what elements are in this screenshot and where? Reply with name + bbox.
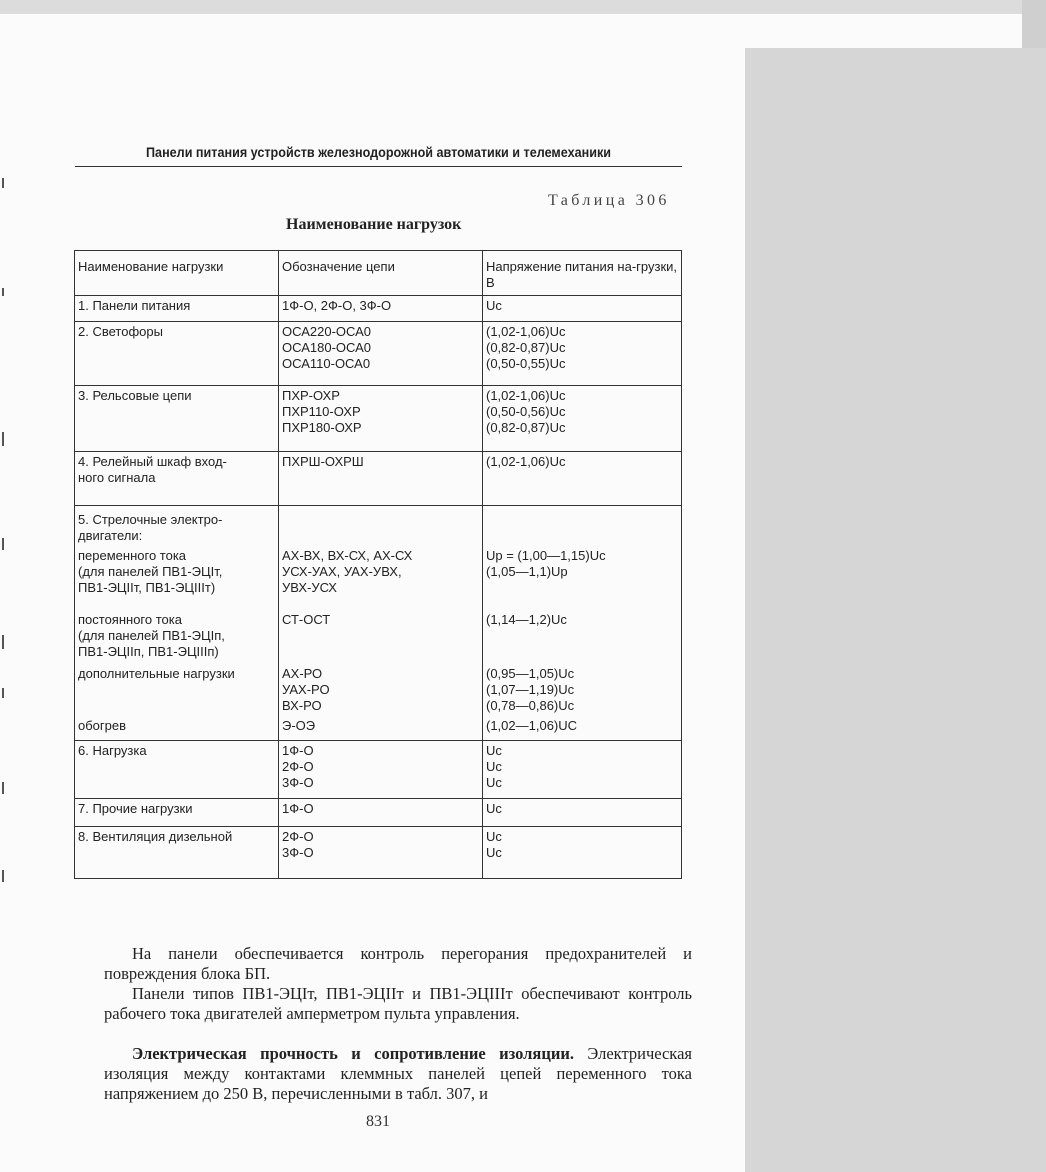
load-name-cell <box>75 386 279 452</box>
load-name-cell-line: 2. Светофоры <box>78 324 163 339</box>
table-title: Наименование нагрузок <box>286 216 462 233</box>
load-name-cell-line: обогрев <box>78 718 127 733</box>
load-name-cell-line: 1. Панели питания <box>78 298 191 313</box>
voltage-cell-line: Uc <box>486 758 502 774</box>
header-voltage: Напряжение питания на-грузки, В <box>483 251 682 296</box>
voltage-cell-line: Uc <box>486 828 502 844</box>
voltage-cell-line: (1,02—1,06)UC <box>486 718 578 733</box>
voltage-cell-line: Uc <box>486 298 502 313</box>
voltage-cell-line: (1,02-1,06)Uc <box>486 324 566 339</box>
load-name-cell-line: ного сигнала <box>78 470 156 485</box>
circuit-cell-line: Э-ОЭ <box>282 718 316 733</box>
load-name-cell-line: (для панелей ПВ1-ЭЦIт, <box>78 564 223 579</box>
group-title-cell-line: двигатели: <box>78 528 143 543</box>
paragraph-fuse-control: На панели обеспечивается контроль перегорания предохранителей и повреждения блока БП. <box>104 944 692 983</box>
voltage-cell-line: (1,05—1,1)Up <box>486 564 568 579</box>
voltage-cell <box>483 664 682 716</box>
circuit-cell <box>279 716 483 740</box>
voltage-cell <box>483 506 682 547</box>
paragraph-ammeter-control: Панели типов ПВ1-ЭЦIт, ПВ1-ЭЦIIт и ПВ1-ЭЦIIIт обеспечивают контроль рабочего тока двигателей амперметром пульта управления. <box>104 984 692 1023</box>
voltage-cell-line: (1,02-1,06)Uc <box>486 454 566 469</box>
table-row <box>75 452 682 506</box>
circuit-cell <box>279 798 483 826</box>
table-row <box>75 740 682 798</box>
table-body-group5 <box>75 506 682 741</box>
circuit-cell-line: 3Ф-О <box>282 774 314 790</box>
table-row <box>75 296 682 322</box>
voltage-cell <box>483 296 682 322</box>
paragraph-insulation <box>104 1044 692 1104</box>
voltage-cell-line: Up = (1,00—1,15)Uc <box>486 548 606 563</box>
circuit-cell <box>279 610 483 664</box>
circuit-cell <box>279 740 483 798</box>
table-subrow <box>75 546 682 610</box>
load-name-cell-line: дополнительные нагрузки <box>78 666 235 681</box>
circuit-cell-line: АХ-ВХ, ВХ-СХ, АХ-СХ <box>282 548 413 563</box>
table-body-top <box>75 296 682 506</box>
circuit-cell-line: УСХ-УАХ, УАХ-УВХ, <box>282 564 402 579</box>
group-title-cell-line: 5. Стрелочные электро- <box>78 512 223 527</box>
voltage-cell <box>483 452 682 506</box>
voltage-cell-line: (0,78—0,86)Uc <box>486 698 575 713</box>
load-name-cell-line: 8. Вентиляция дизельной <box>78 828 233 844</box>
circuit-cell-line: АХ-РО <box>282 666 323 681</box>
voltage-cell <box>483 716 682 740</box>
table-header-row <box>75 251 682 296</box>
load-name-cell <box>75 322 279 386</box>
circuit-cell-line: ОСА110-ОСА0 <box>282 356 371 371</box>
loads-table <box>74 250 682 879</box>
circuit-cell-line: ПХР110-ОХР <box>282 404 361 419</box>
voltage-cell <box>483 322 682 386</box>
voltage-cell <box>483 826 682 878</box>
table-row <box>75 322 682 386</box>
header-load-name: Наименование нагрузки <box>75 251 279 296</box>
circuit-cell <box>279 506 483 547</box>
paragraph-insulation-lead: Электрическая прочность и сопротивление изоляции. <box>132 1044 574 1063</box>
circuit-cell-line: 1Ф-О <box>282 742 314 758</box>
load-name-cell <box>75 798 279 826</box>
voltage-cell-line: (0,50-0,56)Uc <box>486 404 566 419</box>
circuit-cell-line: ВХ-РО <box>282 698 322 713</box>
voltage-cell-line: (1,02-1,06)Uc <box>486 388 566 403</box>
table-subrow <box>75 610 682 664</box>
load-name-cell <box>75 740 279 798</box>
voltage-cell-line: (1,07—1,19)Uc <box>486 682 575 697</box>
circuit-cell-line: 2Ф-О <box>282 758 314 774</box>
load-name-cell-line: 6. Нагрузка <box>78 742 147 758</box>
table-subrow <box>75 716 682 740</box>
load-name-cell-line: 3. Рельсовые цепи <box>78 388 192 403</box>
circuit-cell <box>279 546 483 610</box>
load-name-cell-line: 7. Прочие нагрузки <box>78 800 193 816</box>
circuit-cell-line: УАХ-РО <box>282 682 330 697</box>
load-name-cell-line: ПВ1-ЭЦIIп, ПВ1-ЭЦIIIп) <box>78 644 219 659</box>
load-name-cell <box>75 546 279 610</box>
voltage-cell-line: (0,95—1,05)Uc <box>486 666 575 681</box>
load-name-cell <box>75 716 279 740</box>
scan-right-shadow <box>745 48 1046 1172</box>
circuit-cell <box>279 386 483 452</box>
load-name-cell <box>75 664 279 716</box>
circuit-cell <box>279 322 483 386</box>
voltage-cell-line: (0,82-0,87)Uc <box>486 420 566 435</box>
voltage-cell-line: (1,14—1,2)Uc <box>486 612 567 627</box>
load-name-cell-line: ПВ1-ЭЦIIт, ПВ1-ЭЦIIIт) <box>78 580 216 595</box>
header-rule <box>75 166 682 167</box>
voltage-cell <box>483 610 682 664</box>
load-name-cell <box>75 296 279 322</box>
table-row <box>75 798 682 826</box>
voltage-cell-line: Uc <box>486 844 502 860</box>
load-name-cell <box>75 826 279 878</box>
table-row <box>75 826 682 878</box>
circuit-cell <box>279 296 483 322</box>
running-head: Панели питания устройств железнодорожной автоматики и телемеханики <box>146 144 611 160</box>
table-body-bottom <box>75 740 682 878</box>
circuit-cell-line: ПХР-ОХР <box>282 388 340 403</box>
table-number: Таблица 306 <box>548 192 670 209</box>
circuit-cell <box>279 452 483 506</box>
table-row-group-title <box>75 506 682 547</box>
page-number: 831 <box>366 1113 390 1130</box>
load-name-cell <box>75 610 279 664</box>
voltage-cell <box>483 798 682 826</box>
circuit-cell <box>279 826 483 878</box>
circuit-cell-line: УВХ-УСХ <box>282 580 337 595</box>
circuit-cell-line: 1Ф-О, 2Ф-О, 3Ф-О <box>282 298 392 313</box>
circuit-cell-line: 1Ф-О <box>282 800 314 816</box>
table-subrow <box>75 664 682 716</box>
voltage-cell-line: Uc <box>486 774 502 790</box>
load-name-cell-line: 4. Релейный шкаф вход- <box>78 454 227 469</box>
voltage-cell-line: Uc <box>486 742 502 758</box>
load-name-cell <box>75 452 279 506</box>
load-name-cell-line: переменного тока <box>78 548 187 563</box>
circuit-cell <box>279 664 483 716</box>
group-title-cell <box>75 506 279 547</box>
load-name-cell-line: (для панелей ПВ1-ЭЦIп, <box>78 628 225 643</box>
voltage-cell <box>483 386 682 452</box>
voltage-cell <box>483 546 682 610</box>
circuit-cell-line: СТ-ОСТ <box>282 612 331 627</box>
voltage-cell-line: (0,50-0,55)Uc <box>486 356 566 371</box>
load-name-cell-line: постоянного тока <box>78 612 182 627</box>
voltage-cell <box>483 740 682 798</box>
circuit-cell-line: ОСА220-ОСА0 <box>282 324 372 339</box>
scan-corner-shadow <box>1022 0 1046 48</box>
circuit-cell-line: 3Ф-О <box>282 844 314 860</box>
scan-top-shadow <box>0 0 1046 14</box>
circuit-cell-line: 2Ф-О <box>282 828 314 844</box>
voltage-cell-line: (0,82-0,87)Uc <box>486 340 566 355</box>
paragraph-insulation-text: Электрическая изоляция между контактами клеммных панелей цепей переменного тока напряжением до 250 В, перечисленными в табл. 307, и <box>104 1044 692 1103</box>
table-row <box>75 386 682 452</box>
circuit-cell-line: ПХР180-ОХР <box>282 420 362 435</box>
circuit-cell-line: ПХРШ-ОХРШ <box>282 454 364 469</box>
voltage-cell-line: Uc <box>486 800 502 816</box>
header-circuit: Обозначение цепи <box>279 251 483 296</box>
circuit-cell-line: ОСА180-ОСА0 <box>282 340 372 355</box>
